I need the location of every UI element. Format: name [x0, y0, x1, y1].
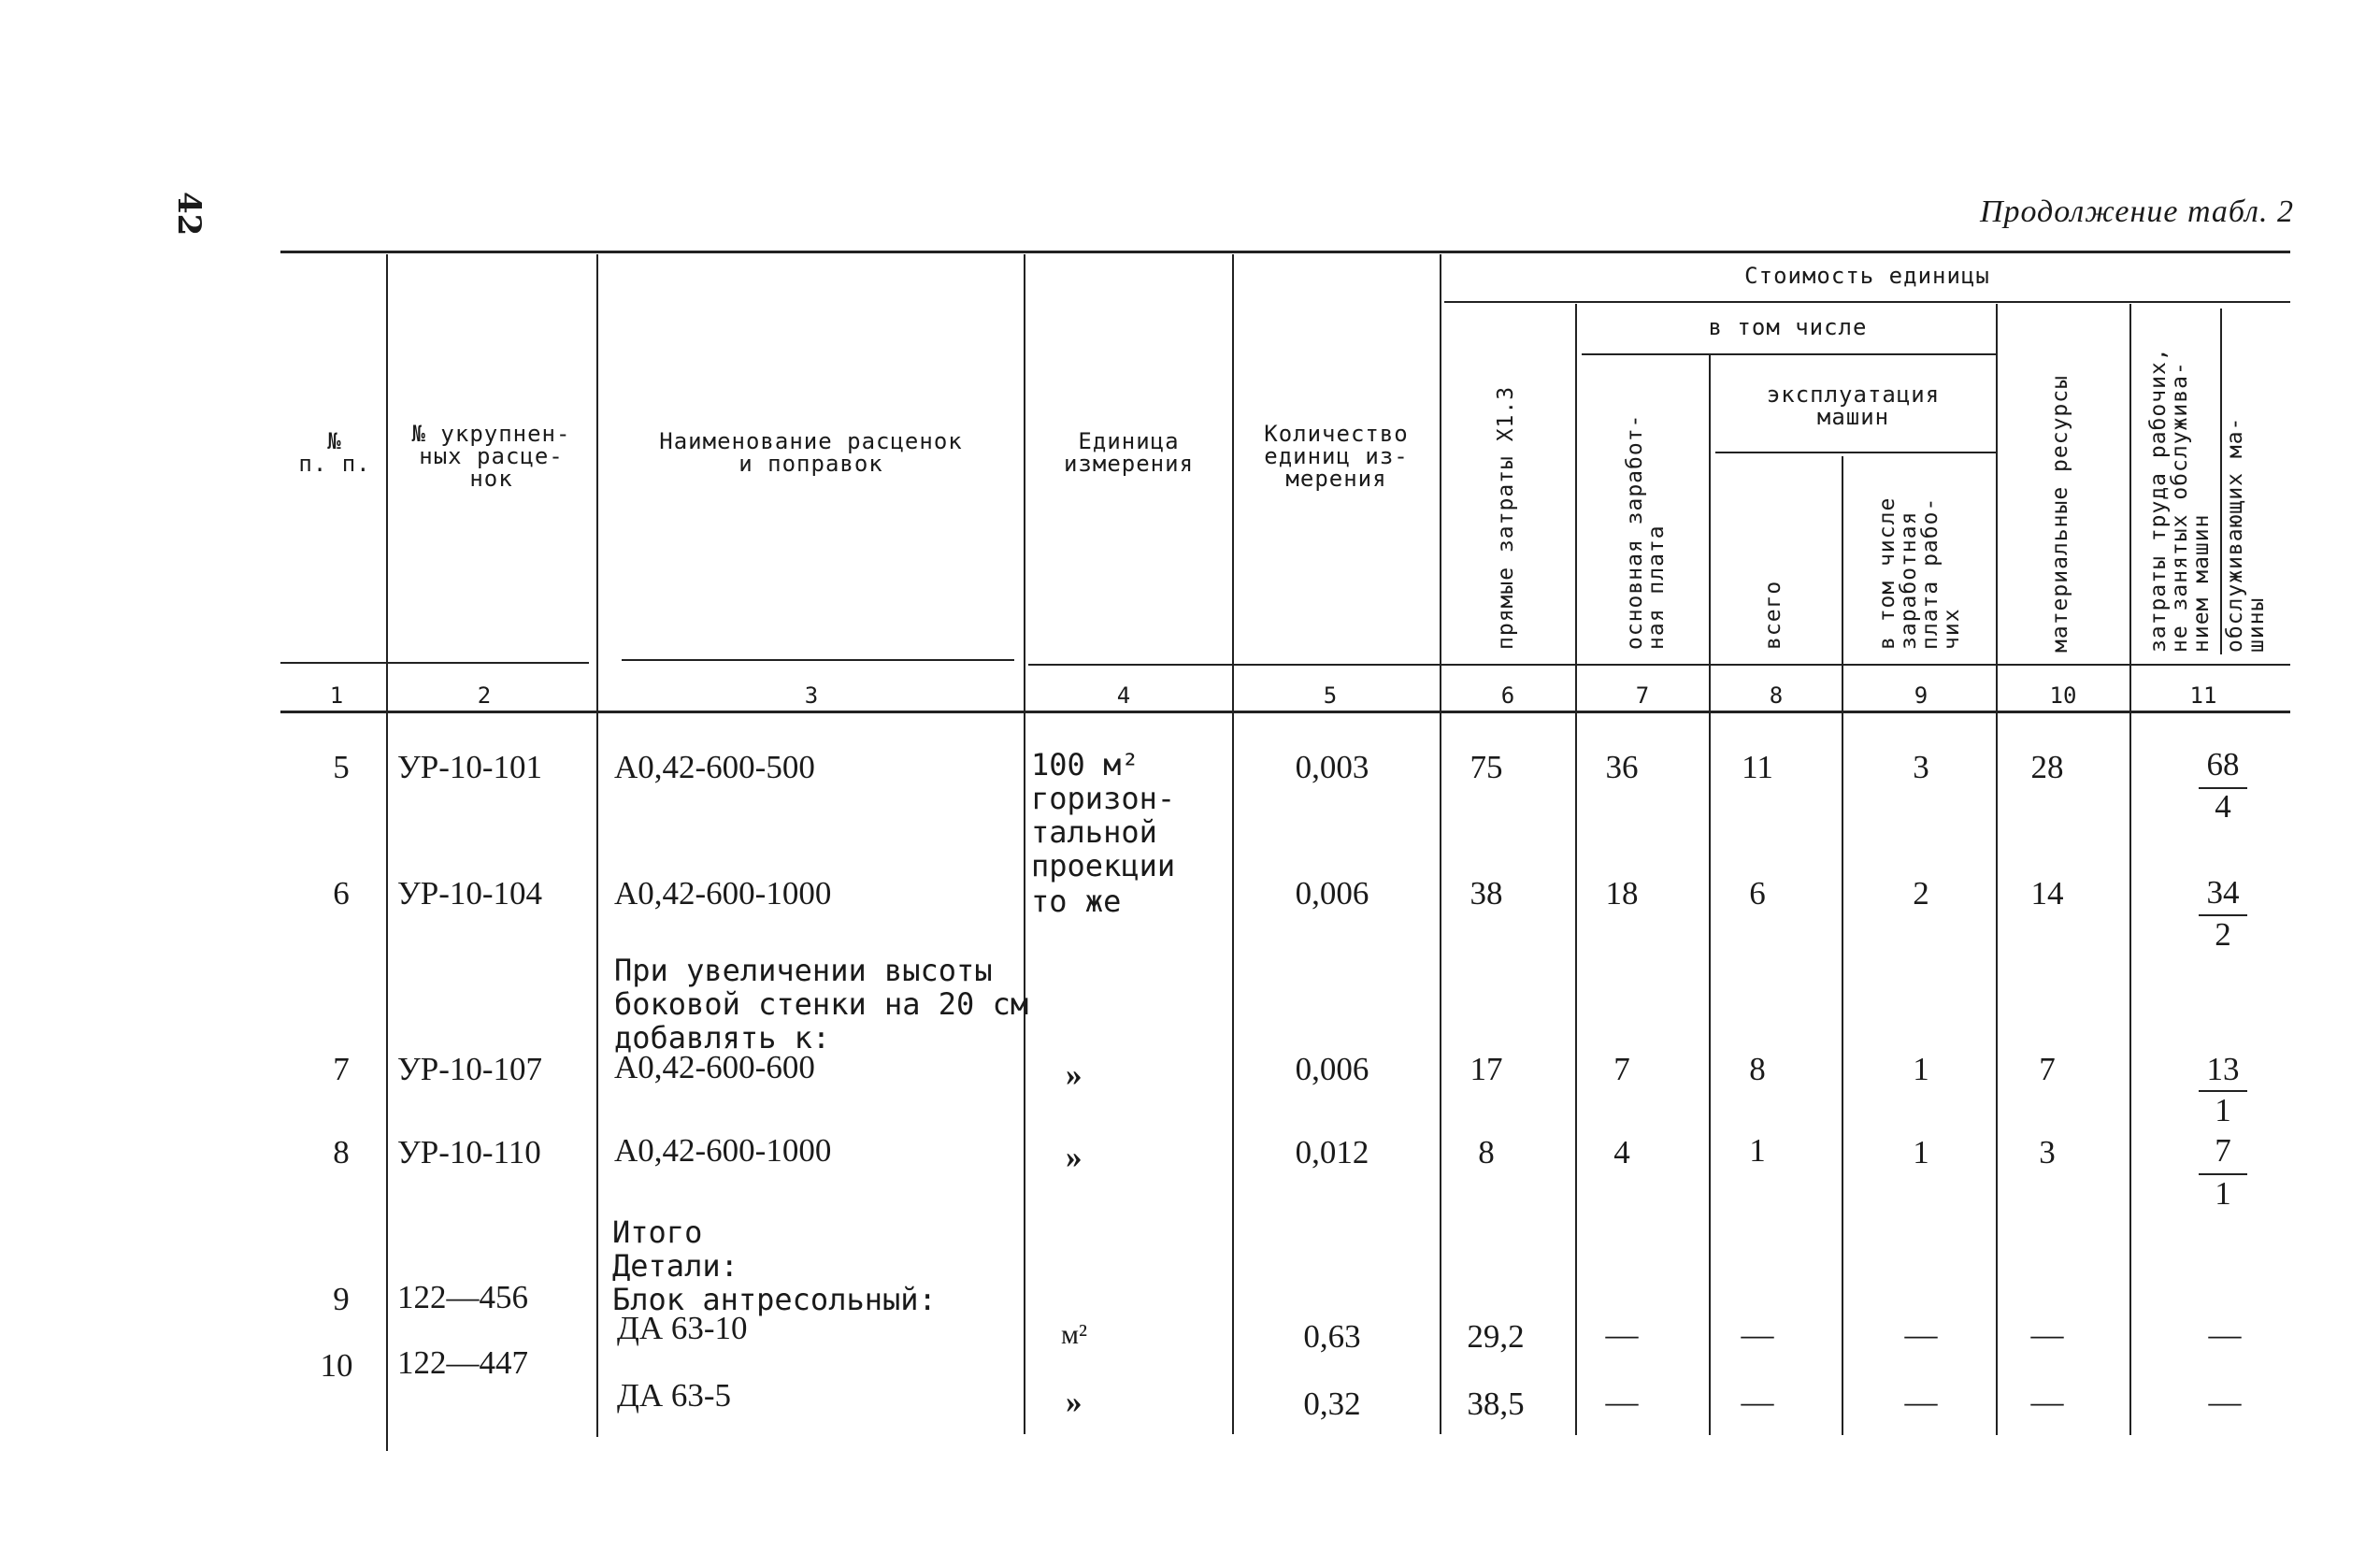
row-7-c11-bottom: 1	[2215, 1092, 2231, 1128]
header-machines: эксплуатация машин	[1766, 381, 1941, 430]
row-5-name: А0,42-600-500	[614, 749, 815, 785]
col-number-11: 11	[2189, 682, 2217, 709]
col-number-9: 9	[1914, 682, 1928, 709]
row-8-qty: 0,012	[1295, 1134, 1369, 1170]
header-col-9: в том числе заработная плата рабо- чих	[1875, 496, 1964, 650]
row-9-c8: —	[1741, 1316, 1774, 1353]
row-8-name: А0,42-600-1000	[614, 1132, 832, 1169]
row-7-c6: 17	[1470, 1051, 1503, 1087]
row-6-c10: 14	[2030, 875, 2064, 912]
increase-note: При увеличении высоты боковой стенки на 20 см добавлять к:	[614, 953, 1029, 1056]
row-10-c6: 38,5	[1467, 1386, 1525, 1422]
col-number-7: 7	[1635, 682, 1650, 709]
col-divider-5	[1440, 254, 1441, 1434]
row-6-qty: 0,006	[1295, 875, 1369, 912]
row-9-num: 9	[333, 1281, 350, 1317]
row-10-name: ДА 63-5	[617, 1377, 732, 1414]
row-10-qty: 0,32	[1303, 1386, 1361, 1422]
row-10-unit: »	[1066, 1384, 1082, 1420]
row-6-c7: 18	[1605, 875, 1639, 912]
totals-details-note: Итого Детали: Блок антресольный:	[612, 1214, 937, 1317]
row-5-c11-bottom: 4	[2215, 788, 2231, 825]
header-cost-group: Стоимость единицы	[1744, 263, 1990, 289]
row-8-c11-top: 7	[2215, 1132, 2231, 1169]
col-number-1: 1	[329, 682, 344, 709]
header-incl: в том числе	[1708, 314, 1868, 340]
header-numbers-rule-1	[280, 662, 589, 664]
col-number-5: 5	[1323, 682, 1338, 709]
col-divider-4	[1232, 254, 1234, 1434]
col-divider-7	[1709, 355, 1711, 1435]
col-number-10: 10	[2049, 682, 2077, 709]
col-divider-11	[2220, 309, 2222, 654]
row-10-code: 122—447	[397, 1344, 528, 1381]
row-5-c7: 36	[1605, 749, 1639, 785]
col-divider-3	[1024, 254, 1025, 1434]
row-6-code: УР-10-104	[397, 875, 543, 912]
row-7-name: А0,42-600-600	[614, 1049, 815, 1085]
row-5-c8: 11	[1742, 749, 1773, 785]
row-9-unit: м²	[1061, 1319, 1087, 1350]
header-bottom-rule	[280, 711, 2290, 713]
row-9-c7: —	[1605, 1316, 1639, 1353]
row-5-code: УР-10-101	[397, 749, 543, 785]
col-divider-8	[1842, 456, 1843, 1435]
row-8-c6: 8	[1478, 1134, 1495, 1170]
header-col-7: основная заработ- ная плата	[1623, 413, 1669, 650]
row-5-num: 5	[333, 749, 350, 785]
header-col-4: Единица измерения	[1063, 428, 1195, 477]
row-10-c10: —	[2030, 1384, 2064, 1420]
col-number-6: 6	[1500, 682, 1515, 709]
row-7-c10: 7	[2039, 1051, 2056, 1087]
row-5-c10: 28	[2030, 749, 2064, 785]
row-6-c11-top: 34	[2206, 874, 2240, 911]
row-9-c6: 29,2	[1467, 1318, 1525, 1355]
header-numbers-rule-3	[1028, 664, 2290, 666]
col-divider-9	[1996, 304, 1998, 1435]
row-5-c6: 75	[1470, 749, 1503, 785]
row-10-num: 10	[320, 1347, 353, 1384]
row-8-c10: 3	[2039, 1134, 2056, 1170]
header-col-11b: обслуживающих ма- шины	[2223, 416, 2269, 653]
row-5-qty: 0,003	[1295, 749, 1369, 785]
row-8-c7: 4	[1613, 1134, 1630, 1170]
row-9-code: 122—456	[397, 1279, 528, 1315]
row-8-c8: 1	[1749, 1132, 1766, 1169]
incl-rule	[1582, 353, 1998, 355]
table-continuation-title: Продолжение табл. 2	[1979, 194, 2294, 229]
header-col-10: материальные ресурсы	[2048, 375, 2072, 653]
col-number-4: 4	[1116, 682, 1131, 709]
header-col-11: затраты труда рабочих, не занятых обслужива- нием машин	[2146, 347, 2214, 653]
header-col-3: Наименование расценок и поправок	[659, 428, 963, 477]
row-7-c11-top: 13	[2206, 1051, 2240, 1087]
row-9-qty: 0,63	[1303, 1318, 1361, 1355]
header-numbers-rule-2	[622, 659, 1014, 661]
row-6-c11-bottom: 2	[2215, 916, 2231, 953]
row-7-c7: 7	[1613, 1051, 1630, 1087]
table-top-rule	[280, 251, 2290, 253]
row-9-c10: —	[2030, 1316, 2064, 1353]
header-col-1: № п. п.	[298, 428, 371, 477]
row-6-c8: 6	[1749, 875, 1766, 912]
header-col-2: № укрупнен- ных расце- нок	[411, 421, 571, 492]
row-6-c9: 2	[1913, 875, 1929, 912]
row-6-unit: то же	[1031, 883, 1122, 919]
row-9-c11: —	[2208, 1316, 2242, 1353]
row-7-c8: 8	[1749, 1051, 1766, 1087]
row-8-c9: 1	[1913, 1134, 1929, 1170]
row-10-c8: —	[1741, 1384, 1774, 1420]
row-6-num: 6	[333, 875, 350, 912]
machines-rule	[1715, 452, 1998, 453]
page-number: 42	[170, 192, 208, 237]
header-col-8: всего	[1761, 580, 1785, 650]
row-8-code: УР-10-110	[397, 1134, 541, 1170]
row-10-c9: —	[1904, 1384, 1938, 1420]
row-6-name: А0,42-600-1000	[614, 875, 832, 912]
row-7-code: УР-10-107	[397, 1051, 543, 1087]
col-divider-6	[1575, 304, 1577, 1435]
row-9-c9: —	[1904, 1316, 1938, 1353]
row-7-c9: 1	[1913, 1051, 1929, 1087]
row-5-c11-top: 68	[2206, 746, 2240, 783]
row-6-c6: 38	[1470, 875, 1503, 912]
col-number-3: 3	[804, 682, 819, 709]
row-10-c11: —	[2208, 1384, 2242, 1420]
row-8-unit: »	[1066, 1139, 1082, 1175]
header-col-5: Количество единиц из- мерения	[1264, 421, 1409, 492]
col-divider-1	[386, 254, 388, 1451]
col-divider-10	[2129, 304, 2131, 1435]
row-7-num: 7	[333, 1051, 350, 1087]
row-8-num: 8	[333, 1134, 350, 1170]
row-8-c11-bottom: 1	[2215, 1175, 2231, 1212]
row-5-c9: 3	[1913, 749, 1929, 785]
row-10-c7: —	[1605, 1384, 1639, 1420]
header-col-6: прямые затраты Х1.3	[1494, 385, 1518, 650]
row-5-unit: 100 м² горизон- тальной проекции	[1031, 747, 1176, 883]
row-7-qty: 0,006	[1295, 1051, 1369, 1087]
row-7-unit: »	[1066, 1056, 1082, 1093]
col-number-2: 2	[477, 682, 492, 709]
row-9-name: ДА 63-10	[617, 1310, 748, 1346]
col-number-8: 8	[1769, 682, 1784, 709]
cost-group-rule	[1444, 301, 2290, 303]
col-divider-2	[596, 254, 598, 1437]
